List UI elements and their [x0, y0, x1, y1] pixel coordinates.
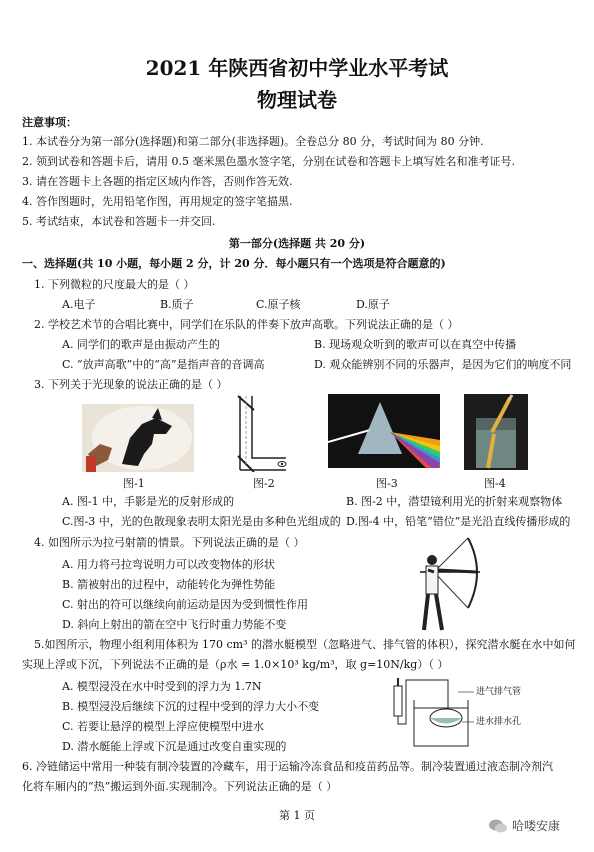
q3-option-a: A. 图-1 中，手影是光的反射形成的: [62, 495, 235, 508]
exam-subtitle: 物理试卷: [257, 88, 337, 112]
q5-option-c: C. 若要让悬浮的模型上浮应使模型中进水: [62, 720, 265, 733]
q1-option-d: D.原子: [356, 298, 390, 311]
q4-option-d: D. 斜向上射出的箭在空中飞行时重力势能不变: [62, 618, 287, 631]
notes-heading: 注意事项：: [22, 116, 77, 129]
q5-stem-line2: 实现上浮或下沉，下列说法不正确的是（ρ水 = 1.0×10³ kg/m³，取 g=10N/kg）（ ）: [22, 658, 449, 671]
note-item: 4. 答作图题时，先用铅笔作图，再用规定的签字笔描黑.: [22, 195, 293, 208]
note-item: 5. 考试结束，本试卷和答题卡一并交回.: [22, 215, 216, 228]
q4-option-a: A. 用力将弓拉弯说明力可以改变物体的形状: [62, 558, 275, 571]
archer-figure: [410, 536, 482, 632]
q6-stem-line1: 6. 冷链储运中常用一种装有制冷装置的冷藏车，用于运输冷冻食品和疫苗药品等。制冷装置通过液态制冷剂汽: [22, 760, 553, 773]
q5-option-a: A. 模型浸没在水中时受到的浮力为 1.7N: [62, 680, 262, 693]
q5-stem-line1: 5.如图所示，物理小组利用体积为 170 cm³ 的潜水艇模型（忽略进气、排气管的体积），探究潜水艇在水中如何: [34, 638, 576, 651]
part1-instruction: 一、选择题(共 10 小题，每小题 2 分，计 20 分．每小题只有一个选项是符合题意的): [22, 257, 446, 270]
figure-3-caption: 图-3: [376, 477, 398, 490]
inlet-pipe-label: 进气排气管: [476, 687, 522, 697]
periscope-figure: [230, 394, 288, 472]
q1-option-c: C.原子核: [256, 298, 301, 311]
water-hole-label: 进水排水孔: [476, 717, 522, 727]
hand-shadow-figure: [82, 404, 194, 472]
note-item: 2. 领到试卷和答题卡后，请用 0.5 毫米黑色墨水签字笔，分别在试卷和答题卡上填写姓名和准考证号.: [22, 155, 515, 168]
submarine-apparatus-figure: [384, 676, 476, 748]
q2-option-c: C. “放声高歌”中的“高”是指声音的音调高: [62, 358, 265, 371]
q2-option-a: A. 同学们的歌声是由振动产生的: [62, 338, 220, 351]
q6-stem-line2: 化将车厢内的“热”搬运到外面.实现制冷。下列说法正确的是（ ）: [22, 780, 338, 793]
q3-option-c: C.图-3 中，光的色散现象表明太阳光是由多种色光组成的: [62, 515, 341, 528]
q2-option-b: B. 现场观众听到的歌声可以在真空中传播: [314, 338, 517, 351]
q2-option-d: D. 观众能辨别不同的乐器声，是因为它们的响度不同: [314, 358, 572, 371]
q4-stem: 4. 如图所示为拉弓射箭的情景。下列说法正确的是（ ）: [34, 536, 305, 549]
q5-option-d: D. 潜水艇能上浮或下沉是通过改变自重实现的: [62, 740, 287, 753]
q4-option-c: C. 射出的符可以继续向前运动是因为受到惯性作用: [62, 598, 309, 611]
q5-option-b: B. 模型浸没后继续下沉的过程中受到的浮力大小不变: [62, 700, 320, 713]
figure-2-caption: 图-2: [253, 477, 275, 490]
note-item: 3. 请在答题卡上各题的指定区域内作答，否则作答无效.: [22, 175, 293, 188]
q1-option-a: A.电子: [62, 298, 96, 311]
page-number: 第 1 页: [279, 809, 315, 822]
q1-option-b: B.质子: [160, 298, 194, 311]
pencil-glass-figure: [464, 394, 528, 470]
exam-title: 2021 年陕西省初中学业水平考试: [145, 56, 449, 80]
q3-option-d: D.图-4 中，铅笔“错位”是光沿直线传播形成的: [346, 515, 571, 528]
q4-option-b: B. 箭被射出的过程中，动能转化为弹性势能: [62, 578, 276, 591]
wechat-icon: [488, 818, 508, 834]
figure-1-caption: 图-1: [123, 477, 145, 490]
q2-stem: 2. 学校艺术节的合唱比赛中，同学们在乐队的伴奏下放声高歌。下列说法正确的是（ ）: [34, 318, 459, 331]
part1-title: 第一部分(选择题 共 20 分): [228, 237, 366, 250]
q1-stem: 1. 下列微粒的尺度最大的是（ ）: [34, 278, 195, 291]
q3-stem: 3. 下列关于光现象的说法正确的是（ ）: [34, 378, 228, 391]
watermark-label: 哈喽安康: [512, 819, 561, 833]
prism-figure: [328, 394, 440, 468]
figure-4-caption: 图-4: [484, 477, 506, 490]
note-item: 1. 本试卷分为第一部分(选择题)和第二部分(非选择题)。全卷总分 80 分，考试时间为 80 分钟.: [22, 135, 484, 148]
q3-option-b: B. 图-2 中，潜望镜利用光的折射来观察物体: [346, 495, 563, 508]
